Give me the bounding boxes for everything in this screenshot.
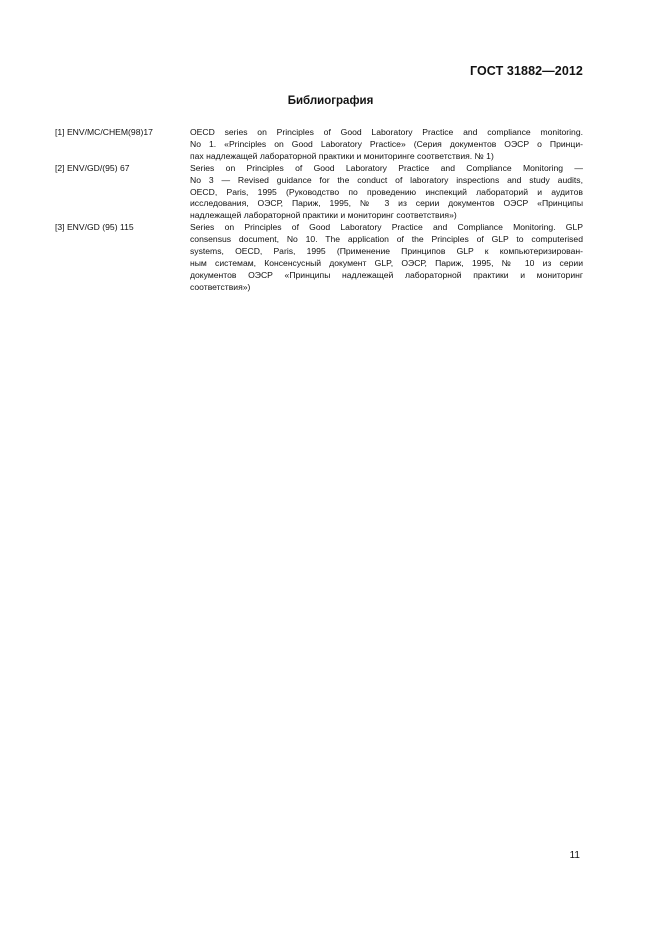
page-number: 11 (569, 850, 580, 861)
description-line: надлежащей лабораторной практики и мониторинг соответствия») (190, 210, 457, 221)
reference-description (190, 222, 583, 293)
section-title: Библиография (287, 95, 374, 107)
description-line: Series on Principles of Good Laboratory Practice and Compliance Monitoring — (190, 162, 583, 173)
description-line: Series on Principles of Good Laboratory Practice and Compliance Monitoring. GLP (190, 222, 583, 233)
description-line: пах надлежащей лабораторной практики и мониторинге соответствия. № 1) (190, 150, 494, 161)
description-line: consensus document, No 10. The application of the Principles of GLP to computerised (190, 234, 583, 245)
description-line: No 1. «Principles on Good Laboratory Practice» (Серия документов ОЭСР о Принци- (190, 138, 583, 149)
bibliography-entry (55, 127, 583, 163)
description-line: исследования, ОЭСР, Париж, 1995, № 3 из серии документов ОЭСР «Принципы (190, 198, 583, 209)
description-line: OECD series on Principles of Good Laboratory Practice and compliance monitoring. (190, 127, 583, 137)
description-line: документов ОЭСР «Принципы надлежащей лабораторной практики и мониторинг (190, 269, 583, 280)
reference-description (190, 163, 583, 223)
description-line: systems, OECD, Paris, 1995 (Применение Принципов GLP к компьютеризирован- (190, 246, 583, 257)
reference-description (190, 127, 583, 163)
description-line: No 3 — Revised guidance for the conduct of laboratory inspections and study audits, (190, 174, 583, 185)
description-line: ным системам, Консенсусный документ GLP, ОЭСР, Париж, 1995, № 10 из серии (190, 257, 583, 268)
description-line: OECD, Paris, 1995 (Руководство по проведению инспекций лабораторий и аудитов (190, 186, 583, 197)
standard-code: ГОСТ 31882—2012 (469, 64, 583, 78)
reference-id: [2] ENV/GD/(95) 67 (55, 162, 130, 173)
bibliography-entry (55, 222, 583, 293)
reference-id: [3] ENV/GD (95) 115 (55, 222, 134, 233)
bibliography-entry (55, 163, 583, 223)
description-line: соответствия») (190, 281, 251, 292)
reference-id: [1] ENV/MC/CHEM(98)17 (55, 127, 153, 137)
bibliography-list (55, 127, 583, 294)
